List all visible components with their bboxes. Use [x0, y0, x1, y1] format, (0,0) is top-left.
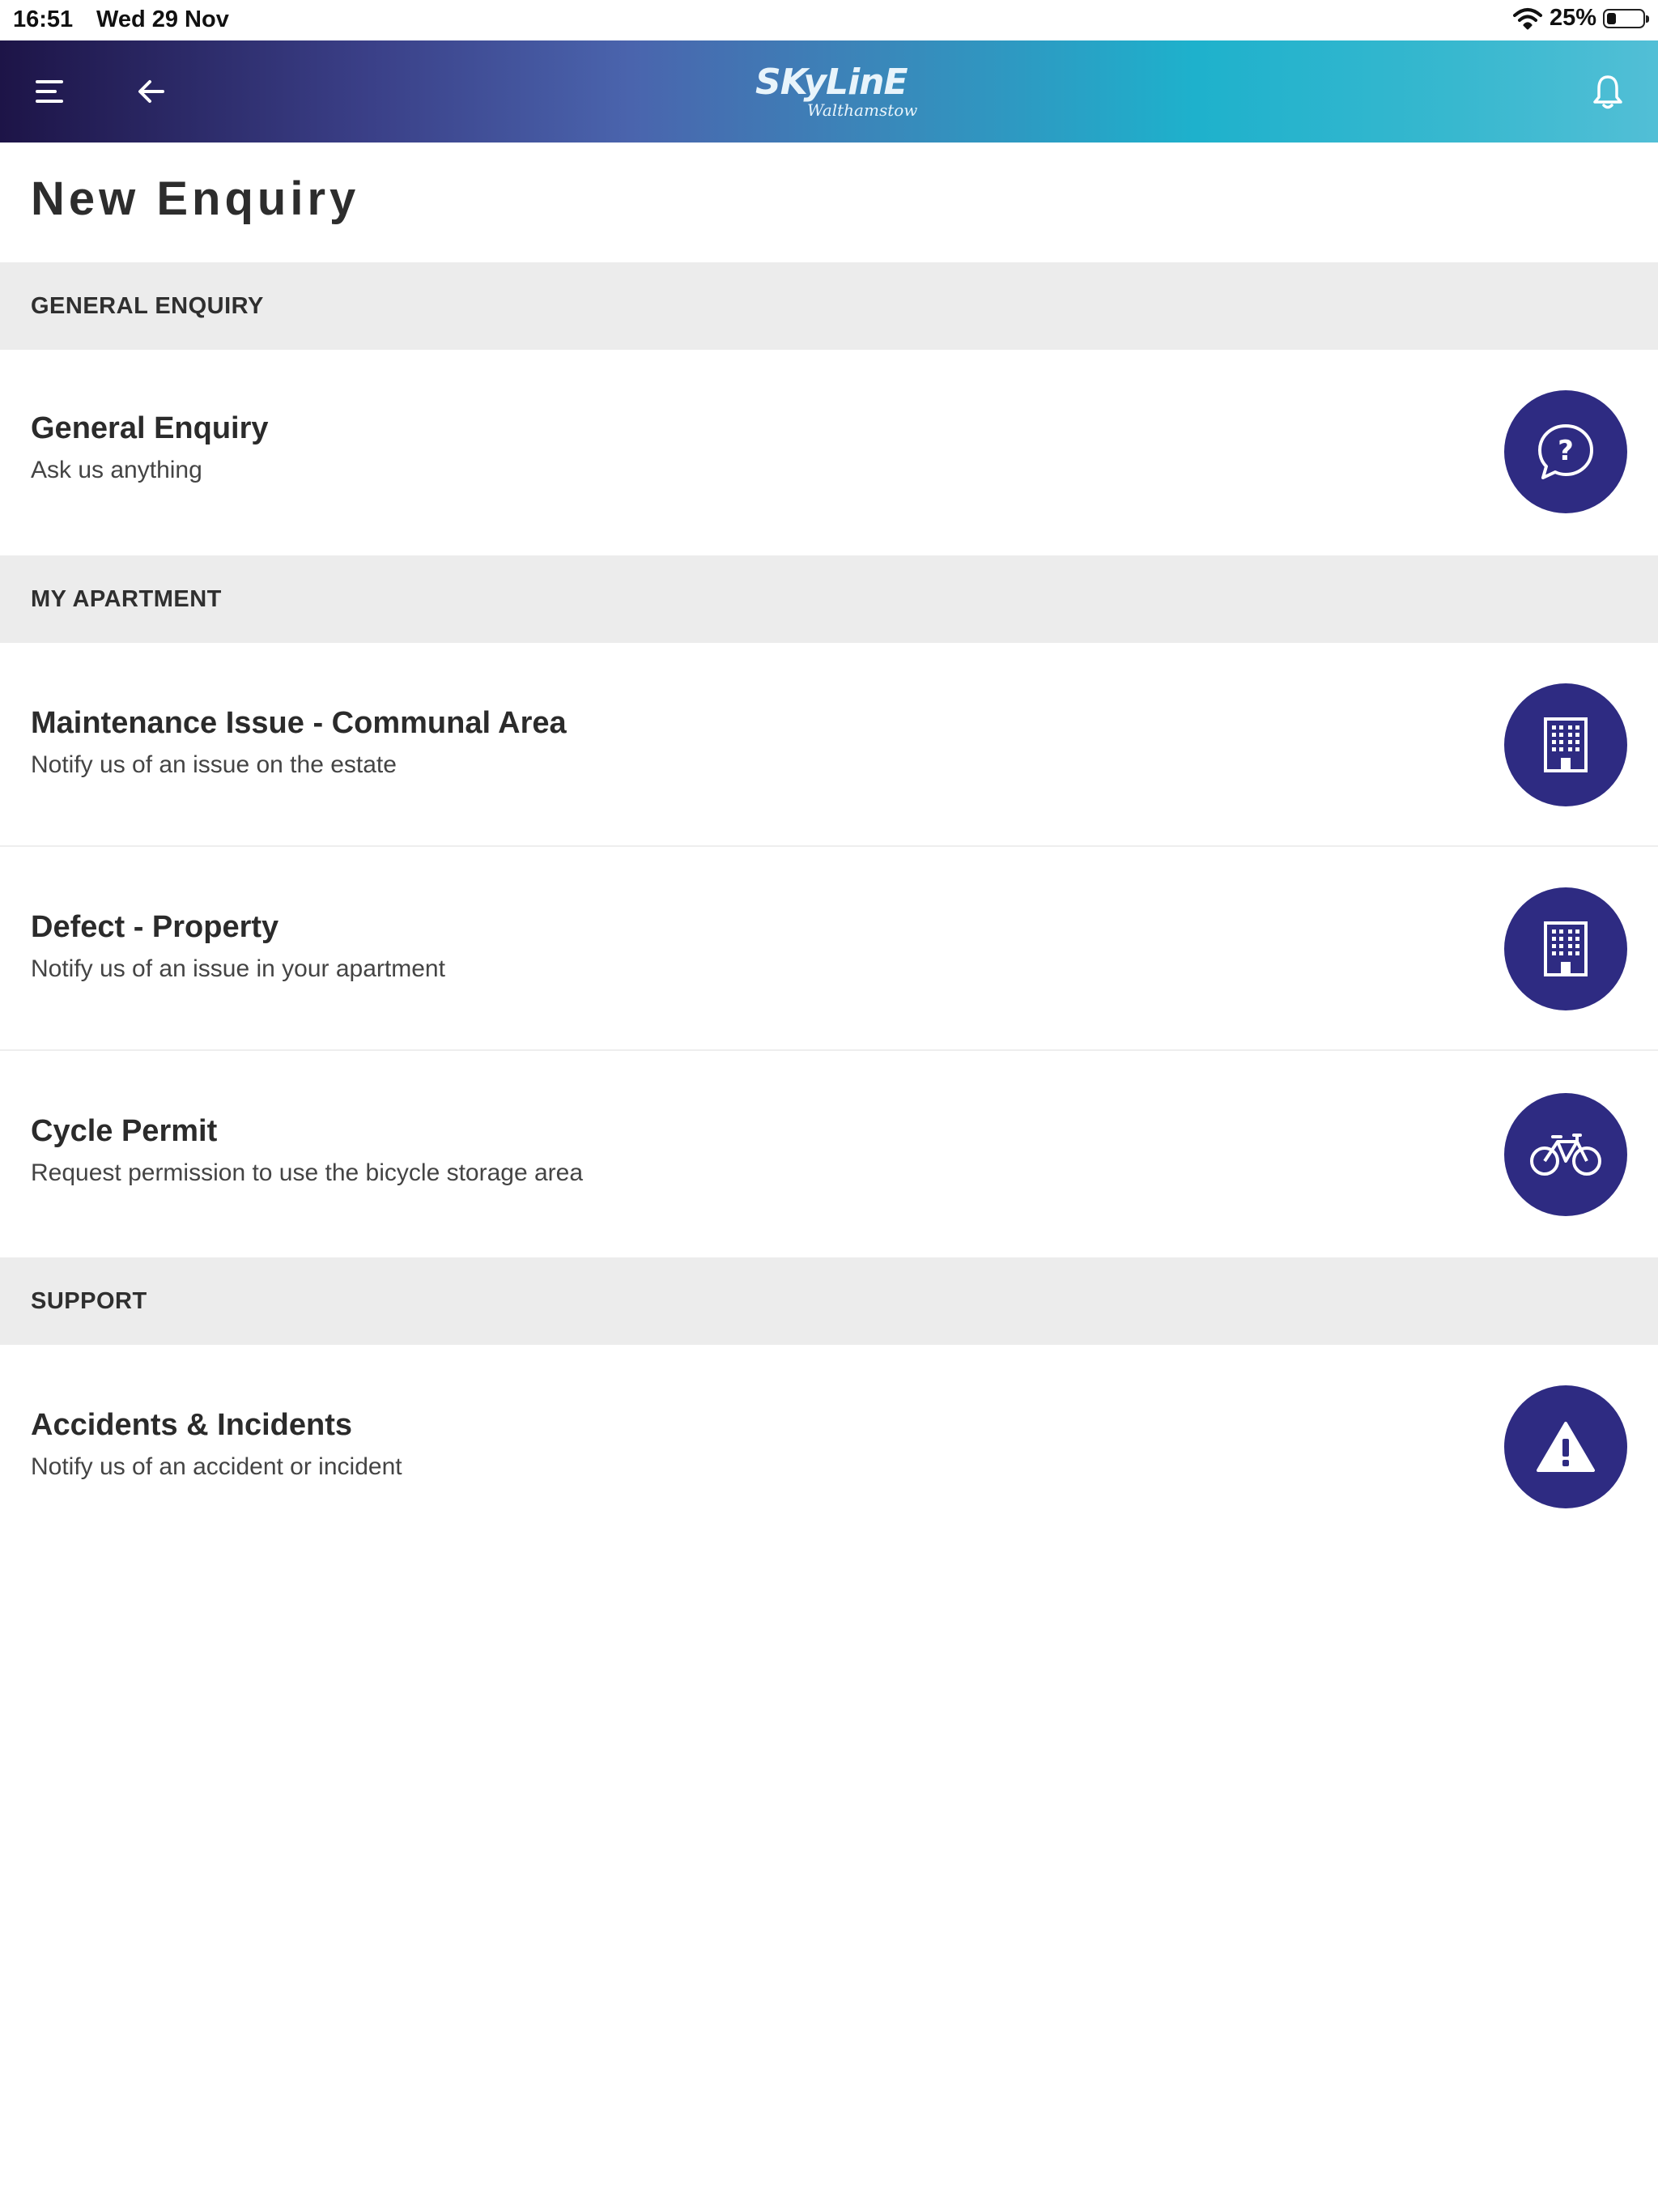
section-header-general-enquiry: GENERAL ENQUIRY [0, 262, 1658, 350]
battery-percent: 25% [1549, 5, 1596, 31]
back-arrow-icon [137, 79, 166, 104]
skyline-logo [749, 58, 918, 123]
list-item-general-enquiry[interactable] [0, 350, 1658, 554]
section-header-support: SUPPORT [0, 1257, 1658, 1345]
warning-triangle-icon [1504, 1385, 1627, 1508]
back-button[interactable] [125, 40, 177, 143]
item-subtitle: Request permission to use the bicycle storage area [31, 1159, 584, 1186]
logo-subtext: Walthamstow [807, 100, 918, 120]
bell-icon [1592, 73, 1624, 110]
menu-button[interactable] [24, 40, 76, 143]
building-icon [1504, 887, 1627, 1010]
list-item-accidents-incidents[interactable] [0, 1345, 1658, 1549]
item-title: Defect - Property [31, 910, 279, 944]
status-date: Wed 29 Nov [96, 6, 229, 32]
item-subtitle: Notify us of an issue in your apartment [31, 955, 445, 982]
app-header [0, 40, 1658, 143]
item-title: Accidents & Incidents [31, 1408, 352, 1442]
notifications-button[interactable] [1582, 40, 1634, 143]
battery-icon [1603, 9, 1645, 28]
item-subtitle: Notify us of an accident or incident [31, 1453, 402, 1480]
bicycle-icon [1504, 1093, 1627, 1216]
item-title: General Enquiry [31, 411, 269, 445]
hamburger-menu-icon [34, 78, 66, 105]
item-subtitle: Notify us of an issue on the estate [31, 751, 397, 778]
list-item-defect-property[interactable] [0, 847, 1658, 1051]
battery-level [1607, 13, 1616, 24]
logo-text: SKyLinE [755, 62, 908, 103]
status-time: 16:51 [13, 6, 74, 32]
building-icon [1504, 683, 1627, 806]
section-header-my-apartment: MY APARTMENT [0, 555, 1658, 643]
svg-text:?: ? [1558, 435, 1574, 467]
list-item-cycle-permit[interactable] [0, 1051, 1658, 1255]
page-title: New Enquiry [31, 172, 360, 225]
question-bubble-icon [1504, 390, 1627, 513]
status-bar [0, 0, 1658, 40]
item-title: Cycle Permit [31, 1114, 218, 1148]
item-title: Maintenance Issue - Communal Area [31, 706, 567, 740]
status-indicators [1512, 5, 1645, 32]
item-subtitle: Ask us anything [31, 457, 202, 483]
list-item-maintenance-issue[interactable] [0, 643, 1658, 847]
wifi-icon [1512, 6, 1543, 31]
